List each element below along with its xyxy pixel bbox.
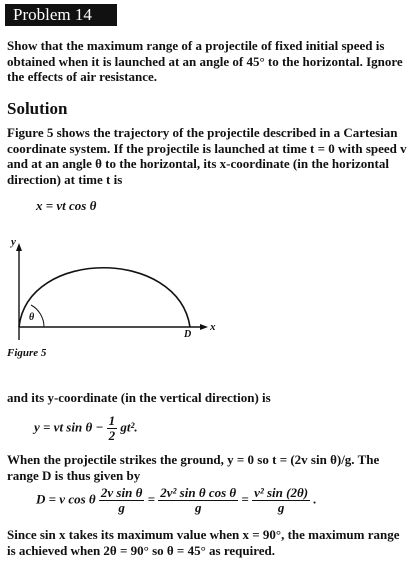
- equation-x: x = vt cos θ: [36, 198, 97, 213]
- solution-paragraph-4: Since sin x takes its maximum value when x = 90°, the maximum range is achieved when 2θ = 90° so θ = 45° as required.: [7, 527, 400, 558]
- equation-D-equals-2: =: [241, 491, 249, 507]
- problem-title-banner: Problem 14: [5, 4, 117, 26]
- equation-D-end: .: [313, 491, 317, 507]
- trajectory-curve: [19, 268, 190, 327]
- solution-paragraph-3: When the projectile strikes the ground, y = 0 so t = (2v sin θ)/g. The range D is thus given by: [7, 452, 380, 483]
- x-axis-arrow: [200, 324, 208, 330]
- y-axis-label: y: [11, 236, 16, 248]
- equation-D-fraction-2-num: 2v² sin θ cos θ: [160, 485, 237, 500]
- equation-y-rhs: gt².: [120, 419, 138, 435]
- equation-y-fraction: [107, 414, 118, 443]
- equation-y-lhs: y = vt sin θ −: [34, 419, 104, 435]
- equation-D-fraction-1-den: g: [118, 500, 125, 515]
- y-axis-arrow: [16, 243, 22, 251]
- figure-caption: Figure 5: [7, 347, 47, 359]
- solution-heading: Solution: [7, 99, 68, 118]
- solution-paragraph-2: and its y-coordinate (in the vertical direction) is: [7, 390, 271, 405]
- equation-D-fraction-3-num: v² sin (2θ): [254, 485, 309, 500]
- equation-y-fraction-num: 1: [108, 413, 116, 428]
- equation-y-fraction-den: 2: [108, 428, 116, 443]
- equation-D-fraction-1-num: 2v sin θ: [100, 485, 143, 500]
- equation-D: [36, 486, 317, 515]
- equation-D-fraction-3: [252, 486, 310, 515]
- equation-D-fraction-3-den: g: [277, 500, 285, 515]
- equation-D-fraction-1: [99, 486, 144, 515]
- equation-D-equals-1: =: [147, 491, 155, 507]
- x-axis-label: x: [210, 321, 216, 333]
- equation-D-fraction-2-den: g: [194, 500, 202, 515]
- equation-D-lhs: D = v cos θ: [36, 491, 96, 507]
- angle-label: θ: [29, 312, 35, 323]
- solution-paragraph-1: Figure 5 shows the trajectory of the projectile described in a Cartesian coordinate system. If the projectile is launched at time t = 0 with speed v and at an angle θ to the horizontal, its x-coordinate (in the horizontal direction) at time t is: [7, 125, 407, 187]
- range-label: D: [184, 329, 192, 340]
- problem-statement: Show that the maximum range of a projectile of fixed initial speed is obtained when it is launched at an angle of 45° to the horizontal. Ignore the effects of air resistance.: [7, 38, 403, 84]
- equation-y: [34, 414, 138, 443]
- equation-D-fraction-2: [158, 486, 238, 515]
